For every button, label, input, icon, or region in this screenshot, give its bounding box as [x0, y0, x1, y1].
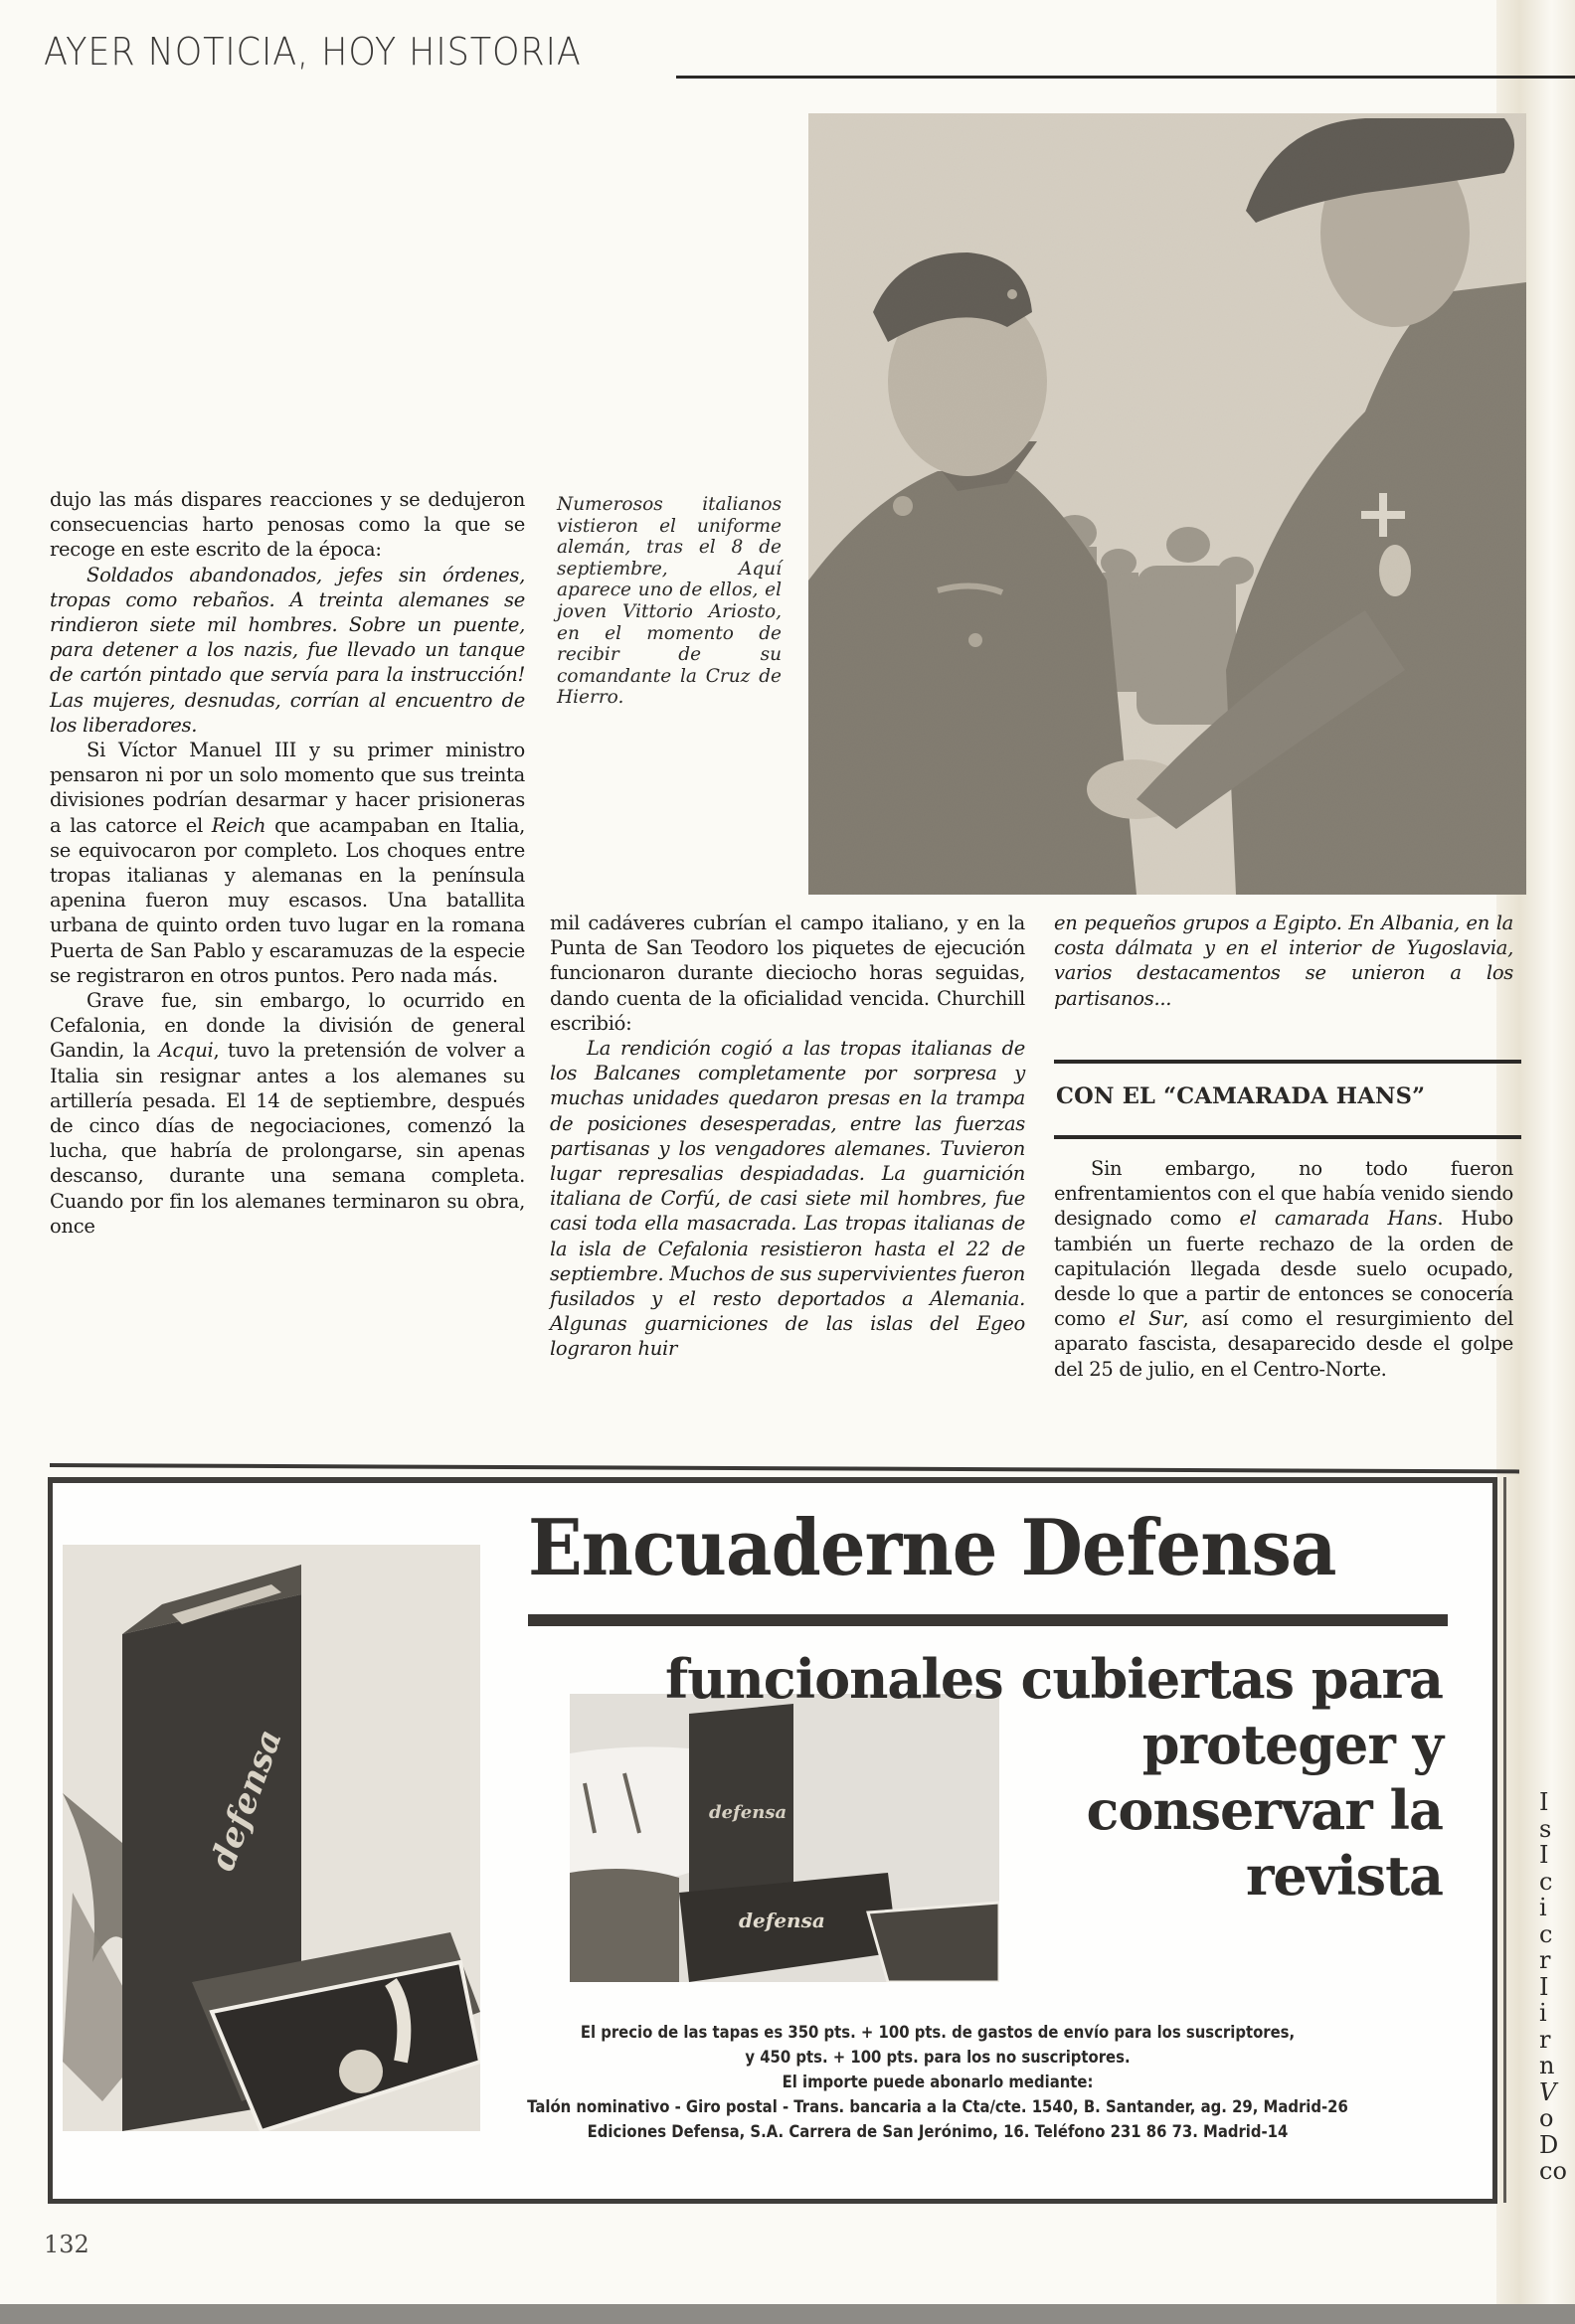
ad-headline-rule	[528, 1614, 1448, 1626]
page-number: 132	[44, 2231, 89, 2258]
paragraph	[50, 988, 525, 1239]
ad-subheadline-line: proteger y	[1141, 1713, 1443, 1776]
ad-subheadline-line: funcionales cubiertas para	[664, 1647, 1443, 1711]
section-rule	[1054, 1060, 1521, 1064]
ad-payment-methods: Talón nominativo - Giro postal - Trans. bancaria a la Cta/cte. 1540, B. Santander, ag. 29, Madrid-26	[527, 2097, 1348, 2116]
binder-brand-logo-small: defensa	[709, 1802, 788, 1823]
quoted-paragraph: La rendición cogió a las tropas italianas de los Balcanes completamente por sorpresa y muchas unidades quedaron presas en la trampa de posiciones desesperadas, entre las fuerzas partisanas y los vengadores alemanes. Tuvieron lugar represalias despiadadas. La guarnición italiana de Corfú, de casi siete mil hombres, fue casi toda ella masacrada. Las tropas italianas de la isla de Cefalonia resistieron hasta el 22 de septiembre. Muchos de sus supervivientes fueron fusilados y el resto deportados a Alemania. Algunas guarniciones de las islas del Egeo lograron huir	[550, 1037, 1025, 1361]
text-span: Sin embargo, no todo fueron enfrentamientos con el que había venido siendo designado como	[1054, 1157, 1513, 1231]
paragraph: mil cadáveres cubrían el campo italiano, y en la Punta de San Teodoro los piquetes de ejecución funcionaron durante dieciocho horas seguidas, dando cuenta de la oficialidad vencida. Churchill escribió:	[550, 912, 1025, 1035]
paragraph: dujo las más dispares reacciones y se dedujeron consecuencias harto penosas como la que se recoge en este escrito de la época:	[50, 488, 525, 562]
binder-brand-logo: defensa	[202, 1724, 290, 1877]
fragment-char: s	[1539, 1814, 1552, 1843]
article-column-3-continued	[1054, 1156, 1513, 1382]
photo-caption: Numerosos italianos vistieron el uniforme alemán, tras el 8 de septiembre, Aquí aparece uno de ellos, el joven Vittorio Ariosto, en el momento de recibir de su comandante la Cruz de Hierro.	[557, 494, 782, 709]
ad-price-line: y 450 pts. + 100 pts. para los no suscriptores.	[745, 2048, 1131, 2067]
paragraph	[50, 738, 525, 988]
photo-iron-cross-ceremony	[808, 113, 1526, 895]
fragment-char: c	[1539, 1867, 1553, 1896]
text-span: . Hubo también un fuerte rechazo de la orden de capitulación llegada desde suelo ocupado, desde lo que a partir de entonces se conocería como	[1054, 1207, 1513, 1331]
scan-bottom-edge	[0, 2304, 1575, 2324]
ad-price-line: El precio de las tapas es 350 pts. + 100 pts. de gastos de envío para los suscriptores,	[580, 2023, 1296, 2042]
ad-photo-binder	[63, 1545, 480, 2131]
italic-term: el camarada Hans	[1239, 1207, 1438, 1231]
ad-subheadline-line: revista	[1245, 1844, 1443, 1908]
fragment-char: n	[1539, 2052, 1555, 2079]
fragment-char: o	[1539, 2104, 1554, 2132]
article-column-2	[550, 911, 1025, 1362]
fragment-char: I	[1539, 1789, 1549, 1816]
text-span: Grave fue, sin embargo, lo ocurrido en Cefalonia, en donde la división de general Gandin, la	[50, 989, 525, 1063]
fragment-char: I	[1539, 1972, 1549, 2001]
binder-brand-logo-flat: defensa	[739, 1909, 825, 1932]
ad-subheadline-line: conservar la	[1086, 1778, 1443, 1842]
fragment-char: i	[1539, 1894, 1547, 1921]
paragraph	[1054, 1156, 1513, 1382]
running-title: AYER NOTICIA, HOY HISTORIA	[44, 30, 582, 74]
ad-payment-intro: El importe puede abonarlo mediante:	[782, 2073, 1094, 2091]
italic-term: Acqui	[158, 1039, 214, 1063]
text-span: , tuvo la pretensión de volver a Italia sin resignar antes a los alemanes su artillería pesada. El 14 de septiembre, después de cinco días de negociaciones, comenzó la lucha, que habría de prolongarse, sin apenas descanso, durante una semana completa. Cuando por fin los alemanes terminaron su obra, once	[50, 1039, 525, 1238]
divider-rule	[50, 1463, 1519, 1473]
ad-subheadline	[665, 1646, 1443, 1909]
fragment-char: r	[1539, 1946, 1551, 1974]
ad-headline: Encuaderne Defensa	[528, 1503, 1336, 1593]
ad-publisher-address: Ediciones Defensa, S.A. Carrera de San Jerónimo, 16. Teléfono 231 86 73. Madrid-14	[587, 2122, 1289, 2141]
text-span: que acampaban en Italia, se equivocaron por completo. Los choques entre tropas italianas y alemanas en la península apenina fueron muy escasos. Una batallita urbana de quinto orden tuvo lugar en la romana Puerta de San Pablo y escaramuzas de la especie se registraron en otros puntos. Pero nada más.	[50, 813, 525, 987]
running-title-rule	[676, 76, 1575, 79]
fragment-char: c	[1539, 1919, 1553, 1948]
fragment-char: D	[1539, 2130, 1559, 2159]
ad-right-border-shadow	[1503, 1477, 1506, 2203]
section-rule	[1054, 1135, 1521, 1139]
quoted-paragraph-end: en pequeños grupos a Egipto. En Albania, en la costa dálmata y en el interior de Yugoslavia, varios destacamentos se unieron a los partisanos...	[1054, 912, 1513, 1010]
quoted-paragraph: Soldados abandonados, jefes sin órdenes, tropas como rebaños. A treinta alemanes se rindieron siete mil hombres. Sobre un puente, para detener a los nazis, fue llevado un tanque de cartón pintado que servía para la instrucción! Las mujeres, desnudas, corrían al encuentro de los liberadores.	[50, 563, 525, 737]
adjacent-page-text-fragment	[1539, 1789, 1575, 2185]
fragment-char: r	[1539, 2025, 1551, 2054]
fragment-char: co	[1539, 2157, 1567, 2185]
photo-illustration	[808, 113, 1526, 895]
italic-term: el Sur	[1118, 1307, 1183, 1331]
section-heading: CON EL “CAMARADA HANS”	[1056, 1083, 1426, 1109]
fragment-char: V	[1539, 2077, 1557, 2106]
fragment-char: I	[1539, 1841, 1549, 1869]
advertisement-box	[48, 1477, 1497, 2204]
italic-term: Reich	[211, 813, 266, 837]
ad-price-details	[445, 2020, 1430, 2144]
binder-illustration	[63, 1545, 480, 2131]
text-span: Si Víctor Manuel III y su primer ministro pensaron ni por un solo momento que sus treinta divisiones podrían desarmar y hacer prisioneras a las catorce el	[50, 739, 525, 837]
fragment-char: i	[1539, 1999, 1547, 2027]
article-column-3	[1054, 911, 1513, 1011]
text-span: , así como el resurgimiento del aparato fascista, desaparecido desde el golpe del 25 de julio, en el Centro-Norte.	[1054, 1307, 1514, 1381]
article-column-1	[50, 487, 525, 1239]
